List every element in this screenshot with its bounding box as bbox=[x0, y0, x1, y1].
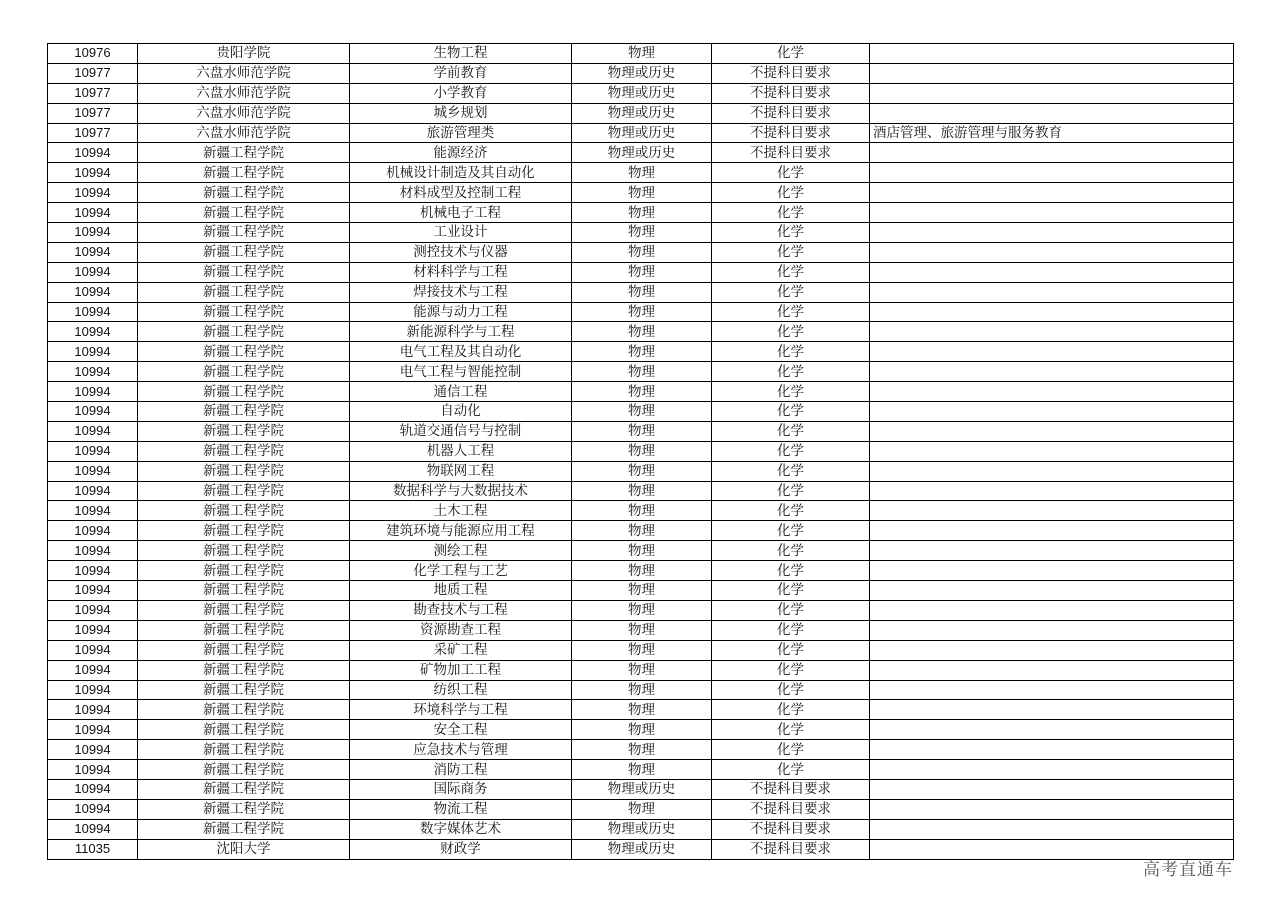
second-subject-cell: 化学 bbox=[712, 481, 870, 501]
major-name-cell: 电气工程与智能控制 bbox=[350, 362, 572, 382]
school-name-cell: 新疆工程学院 bbox=[138, 740, 350, 760]
second-subject-cell: 化学 bbox=[712, 382, 870, 402]
school-code-cell: 10994 bbox=[48, 203, 138, 223]
major-name-cell: 电气工程及其自动化 bbox=[350, 342, 572, 362]
note-cell bbox=[870, 402, 1234, 422]
note-cell bbox=[870, 760, 1234, 780]
school-code-cell: 10994 bbox=[48, 740, 138, 760]
first-subject-cell: 物理 bbox=[572, 282, 712, 302]
school-name-cell: 新疆工程学院 bbox=[138, 581, 350, 601]
first-subject-cell: 物理 bbox=[572, 421, 712, 441]
school-code-cell: 10977 bbox=[48, 123, 138, 143]
table-row bbox=[48, 819, 1234, 839]
major-name-cell: 学前教育 bbox=[350, 63, 572, 83]
note-cell bbox=[870, 262, 1234, 282]
first-subject-cell: 物理 bbox=[572, 342, 712, 362]
school-code-cell: 10994 bbox=[48, 819, 138, 839]
school-code-cell: 10994 bbox=[48, 322, 138, 342]
second-subject-cell: 化学 bbox=[712, 322, 870, 342]
school-name-cell: 新疆工程学院 bbox=[138, 461, 350, 481]
second-subject-cell: 不提科目要求 bbox=[712, 103, 870, 123]
major-name-cell: 测绘工程 bbox=[350, 541, 572, 561]
table-row bbox=[48, 760, 1234, 780]
second-subject-cell: 不提科目要求 bbox=[712, 799, 870, 819]
first-subject-cell: 物理 bbox=[572, 620, 712, 640]
school-name-cell: 沈阳大学 bbox=[138, 839, 350, 859]
school-code-cell: 10994 bbox=[48, 660, 138, 680]
second-subject-cell: 化学 bbox=[712, 640, 870, 660]
school-code-cell: 10994 bbox=[48, 521, 138, 541]
school-code-cell: 10994 bbox=[48, 680, 138, 700]
first-subject-cell: 物理 bbox=[572, 541, 712, 561]
note-cell: 酒店管理、旅游管理与服务教育 bbox=[870, 123, 1234, 143]
school-name-cell: 新疆工程学院 bbox=[138, 541, 350, 561]
table-row bbox=[48, 83, 1234, 103]
note-cell bbox=[870, 620, 1234, 640]
school-code-cell: 10994 bbox=[48, 779, 138, 799]
school-code-cell: 10994 bbox=[48, 640, 138, 660]
school-code-cell: 10994 bbox=[48, 302, 138, 322]
major-name-cell: 安全工程 bbox=[350, 720, 572, 740]
major-name-cell: 矿物加工工程 bbox=[350, 660, 572, 680]
school-code-cell: 10994 bbox=[48, 143, 138, 163]
school-code-cell: 10977 bbox=[48, 63, 138, 83]
table-row bbox=[48, 799, 1234, 819]
table-row bbox=[48, 581, 1234, 601]
note-cell bbox=[870, 83, 1234, 103]
major-name-cell: 机器人工程 bbox=[350, 441, 572, 461]
table-row bbox=[48, 501, 1234, 521]
second-subject-cell: 化学 bbox=[712, 521, 870, 541]
second-subject-cell: 不提科目要求 bbox=[712, 819, 870, 839]
major-name-cell: 机械设计制造及其自动化 bbox=[350, 163, 572, 183]
note-cell bbox=[870, 680, 1234, 700]
note-cell bbox=[870, 242, 1234, 262]
second-subject-cell: 化学 bbox=[712, 262, 870, 282]
school-name-cell: 新疆工程学院 bbox=[138, 779, 350, 799]
school-code-cell: 10994 bbox=[48, 700, 138, 720]
school-code-cell: 10976 bbox=[48, 44, 138, 64]
major-name-cell: 通信工程 bbox=[350, 382, 572, 402]
first-subject-cell: 物理 bbox=[572, 163, 712, 183]
note-cell bbox=[870, 183, 1234, 203]
note-cell bbox=[870, 163, 1234, 183]
second-subject-cell: 化学 bbox=[712, 203, 870, 223]
table-row bbox=[48, 561, 1234, 581]
first-subject-cell: 物理或历史 bbox=[572, 123, 712, 143]
second-subject-cell: 化学 bbox=[712, 740, 870, 760]
school-name-cell: 新疆工程学院 bbox=[138, 143, 350, 163]
school-name-cell: 新疆工程学院 bbox=[138, 242, 350, 262]
note-cell bbox=[870, 720, 1234, 740]
school-code-cell: 10994 bbox=[48, 581, 138, 601]
second-subject-cell: 不提科目要求 bbox=[712, 123, 870, 143]
major-name-cell: 生物工程 bbox=[350, 44, 572, 64]
first-subject-cell: 物理 bbox=[572, 183, 712, 203]
school-name-cell: 新疆工程学院 bbox=[138, 421, 350, 441]
first-subject-cell: 物理或历史 bbox=[572, 143, 712, 163]
table-row bbox=[48, 541, 1234, 561]
school-name-cell: 新疆工程学院 bbox=[138, 521, 350, 541]
school-name-cell: 新疆工程学院 bbox=[138, 223, 350, 243]
table-row bbox=[48, 660, 1234, 680]
school-name-cell: 新疆工程学院 bbox=[138, 720, 350, 740]
table-row bbox=[48, 720, 1234, 740]
school-code-cell: 10994 bbox=[48, 421, 138, 441]
note-cell bbox=[870, 382, 1234, 402]
table-row bbox=[48, 123, 1234, 143]
school-name-cell: 新疆工程学院 bbox=[138, 501, 350, 521]
first-subject-cell: 物理 bbox=[572, 203, 712, 223]
table-row bbox=[48, 302, 1234, 322]
second-subject-cell: 化学 bbox=[712, 183, 870, 203]
first-subject-cell: 物理或历史 bbox=[572, 103, 712, 123]
table-row bbox=[48, 362, 1234, 382]
school-code-cell: 10994 bbox=[48, 461, 138, 481]
school-name-cell: 新疆工程学院 bbox=[138, 481, 350, 501]
second-subject-cell: 不提科目要求 bbox=[712, 83, 870, 103]
note-cell bbox=[870, 561, 1234, 581]
table-row bbox=[48, 63, 1234, 83]
second-subject-cell: 化学 bbox=[712, 700, 870, 720]
major-name-cell: 能源经济 bbox=[350, 143, 572, 163]
school-name-cell: 六盘水师范学院 bbox=[138, 83, 350, 103]
note-cell bbox=[870, 541, 1234, 561]
table-row bbox=[48, 143, 1234, 163]
school-name-cell: 新疆工程学院 bbox=[138, 203, 350, 223]
school-name-cell: 六盘水师范学院 bbox=[138, 103, 350, 123]
table-row bbox=[48, 223, 1234, 243]
first-subject-cell: 物理 bbox=[572, 521, 712, 541]
second-subject-cell: 化学 bbox=[712, 561, 870, 581]
school-name-cell: 六盘水师范学院 bbox=[138, 63, 350, 83]
school-code-cell: 10994 bbox=[48, 282, 138, 302]
table-row bbox=[48, 441, 1234, 461]
major-name-cell: 财政学 bbox=[350, 839, 572, 859]
major-name-cell: 材料科学与工程 bbox=[350, 262, 572, 282]
subject-requirements-table bbox=[47, 43, 1234, 860]
second-subject-cell: 化学 bbox=[712, 581, 870, 601]
major-name-cell: 资源勘查工程 bbox=[350, 620, 572, 640]
note-cell bbox=[870, 740, 1234, 760]
school-name-cell: 新疆工程学院 bbox=[138, 262, 350, 282]
first-subject-cell: 物理 bbox=[572, 740, 712, 760]
major-name-cell: 地质工程 bbox=[350, 581, 572, 601]
major-name-cell: 测控技术与仪器 bbox=[350, 242, 572, 262]
note-cell bbox=[870, 819, 1234, 839]
second-subject-cell: 化学 bbox=[712, 223, 870, 243]
note-cell bbox=[870, 421, 1234, 441]
second-subject-cell: 化学 bbox=[712, 501, 870, 521]
second-subject-cell: 不提科目要求 bbox=[712, 839, 870, 859]
note-cell bbox=[870, 660, 1234, 680]
note-cell bbox=[870, 501, 1234, 521]
major-name-cell: 建筑环境与能源应用工程 bbox=[350, 521, 572, 541]
second-subject-cell: 化学 bbox=[712, 242, 870, 262]
second-subject-cell: 化学 bbox=[712, 421, 870, 441]
table-row bbox=[48, 839, 1234, 859]
first-subject-cell: 物理 bbox=[572, 382, 712, 402]
school-name-cell: 新疆工程学院 bbox=[138, 640, 350, 660]
school-name-cell: 新疆工程学院 bbox=[138, 620, 350, 640]
school-name-cell: 新疆工程学院 bbox=[138, 600, 350, 620]
table-row bbox=[48, 44, 1234, 64]
first-subject-cell: 物理 bbox=[572, 581, 712, 601]
school-name-cell: 新疆工程学院 bbox=[138, 163, 350, 183]
table-row bbox=[48, 203, 1234, 223]
second-subject-cell: 化学 bbox=[712, 362, 870, 382]
school-name-cell: 新疆工程学院 bbox=[138, 441, 350, 461]
table-row bbox=[48, 680, 1234, 700]
school-code-cell: 10994 bbox=[48, 720, 138, 740]
first-subject-cell: 物理 bbox=[572, 223, 712, 243]
first-subject-cell: 物理 bbox=[572, 262, 712, 282]
table-row bbox=[48, 402, 1234, 422]
school-code-cell: 10977 bbox=[48, 103, 138, 123]
school-code-cell: 10994 bbox=[48, 242, 138, 262]
major-name-cell: 焊接技术与工程 bbox=[350, 282, 572, 302]
school-code-cell: 10994 bbox=[48, 402, 138, 422]
first-subject-cell: 物理 bbox=[572, 242, 712, 262]
school-name-cell: 新疆工程学院 bbox=[138, 362, 350, 382]
second-subject-cell: 化学 bbox=[712, 600, 870, 620]
school-code-cell: 10994 bbox=[48, 481, 138, 501]
table-row bbox=[48, 779, 1234, 799]
table-row bbox=[48, 382, 1234, 402]
note-cell bbox=[870, 63, 1234, 83]
major-name-cell: 土木工程 bbox=[350, 501, 572, 521]
first-subject-cell: 物理 bbox=[572, 640, 712, 660]
note-cell bbox=[870, 143, 1234, 163]
table-row bbox=[48, 163, 1234, 183]
first-subject-cell: 物理 bbox=[572, 600, 712, 620]
note-cell bbox=[870, 521, 1234, 541]
first-subject-cell: 物理 bbox=[572, 44, 712, 64]
first-subject-cell: 物理 bbox=[572, 461, 712, 481]
note-cell bbox=[870, 282, 1234, 302]
school-name-cell: 新疆工程学院 bbox=[138, 282, 350, 302]
second-subject-cell: 化学 bbox=[712, 163, 870, 183]
second-subject-cell: 化学 bbox=[712, 660, 870, 680]
note-cell bbox=[870, 461, 1234, 481]
school-name-cell: 新疆工程学院 bbox=[138, 302, 350, 322]
major-name-cell: 纺织工程 bbox=[350, 680, 572, 700]
school-code-cell: 10994 bbox=[48, 561, 138, 581]
first-subject-cell: 物理 bbox=[572, 680, 712, 700]
table-row bbox=[48, 620, 1234, 640]
table-row bbox=[48, 183, 1234, 203]
first-subject-cell: 物理 bbox=[572, 561, 712, 581]
major-name-cell: 采矿工程 bbox=[350, 640, 572, 660]
table-body bbox=[48, 44, 1234, 860]
major-name-cell: 国际商务 bbox=[350, 779, 572, 799]
first-subject-cell: 物理 bbox=[572, 660, 712, 680]
first-subject-cell: 物理或历史 bbox=[572, 779, 712, 799]
first-subject-cell: 物理 bbox=[572, 799, 712, 819]
note-cell bbox=[870, 481, 1234, 501]
school-name-cell: 新疆工程学院 bbox=[138, 561, 350, 581]
major-name-cell: 环境科学与工程 bbox=[350, 700, 572, 720]
second-subject-cell: 化学 bbox=[712, 720, 870, 740]
second-subject-cell: 不提科目要求 bbox=[712, 779, 870, 799]
major-name-cell: 材料成型及控制工程 bbox=[350, 183, 572, 203]
school-name-cell: 新疆工程学院 bbox=[138, 760, 350, 780]
second-subject-cell: 化学 bbox=[712, 760, 870, 780]
table-row bbox=[48, 421, 1234, 441]
first-subject-cell: 物理 bbox=[572, 302, 712, 322]
table-row bbox=[48, 481, 1234, 501]
table-row bbox=[48, 262, 1234, 282]
major-name-cell: 数据科学与大数据技术 bbox=[350, 481, 572, 501]
major-name-cell: 机械电子工程 bbox=[350, 203, 572, 223]
second-subject-cell: 化学 bbox=[712, 620, 870, 640]
second-subject-cell: 化学 bbox=[712, 282, 870, 302]
school-name-cell: 新疆工程学院 bbox=[138, 819, 350, 839]
table-row bbox=[48, 461, 1234, 481]
note-cell bbox=[870, 223, 1234, 243]
school-name-cell: 六盘水师范学院 bbox=[138, 123, 350, 143]
school-name-cell: 新疆工程学院 bbox=[138, 660, 350, 680]
note-cell bbox=[870, 581, 1234, 601]
school-name-cell: 新疆工程学院 bbox=[138, 342, 350, 362]
first-subject-cell: 物理 bbox=[572, 760, 712, 780]
major-name-cell: 物联网工程 bbox=[350, 461, 572, 481]
table-row bbox=[48, 521, 1234, 541]
table-row bbox=[48, 282, 1234, 302]
table-row bbox=[48, 640, 1234, 660]
first-subject-cell: 物理或历史 bbox=[572, 819, 712, 839]
major-name-cell: 轨道交通信号与控制 bbox=[350, 421, 572, 441]
school-name-cell: 新疆工程学院 bbox=[138, 402, 350, 422]
table-row bbox=[48, 740, 1234, 760]
school-code-cell: 10994 bbox=[48, 501, 138, 521]
note-cell bbox=[870, 640, 1234, 660]
note-cell bbox=[870, 302, 1234, 322]
school-name-cell: 新疆工程学院 bbox=[138, 700, 350, 720]
note-cell bbox=[870, 779, 1234, 799]
second-subject-cell: 化学 bbox=[712, 44, 870, 64]
second-subject-cell: 化学 bbox=[712, 541, 870, 561]
second-subject-cell: 不提科目要求 bbox=[712, 63, 870, 83]
first-subject-cell: 物理 bbox=[572, 362, 712, 382]
school-code-cell: 10994 bbox=[48, 183, 138, 203]
major-name-cell: 物流工程 bbox=[350, 799, 572, 819]
major-name-cell: 化学工程与工艺 bbox=[350, 561, 572, 581]
school-code-cell: 10994 bbox=[48, 342, 138, 362]
first-subject-cell: 物理 bbox=[572, 322, 712, 342]
first-subject-cell: 物理 bbox=[572, 441, 712, 461]
watermark-text: 高考直通车 bbox=[1143, 860, 1233, 880]
school-code-cell: 10994 bbox=[48, 760, 138, 780]
second-subject-cell: 化学 bbox=[712, 302, 870, 322]
first-subject-cell: 物理 bbox=[572, 501, 712, 521]
school-code-cell: 10994 bbox=[48, 441, 138, 461]
school-code-cell: 10994 bbox=[48, 262, 138, 282]
first-subject-cell: 物理 bbox=[572, 481, 712, 501]
school-code-cell: 10994 bbox=[48, 223, 138, 243]
school-code-cell: 10994 bbox=[48, 600, 138, 620]
note-cell bbox=[870, 700, 1234, 720]
note-cell bbox=[870, 322, 1234, 342]
major-name-cell: 消防工程 bbox=[350, 760, 572, 780]
table-row bbox=[48, 103, 1234, 123]
note-cell bbox=[870, 600, 1234, 620]
second-subject-cell: 化学 bbox=[712, 461, 870, 481]
second-subject-cell: 化学 bbox=[712, 342, 870, 362]
major-name-cell: 数字媒体艺术 bbox=[350, 819, 572, 839]
first-subject-cell: 物理 bbox=[572, 402, 712, 422]
school-name-cell: 新疆工程学院 bbox=[138, 799, 350, 819]
major-name-cell: 新能源科学与工程 bbox=[350, 322, 572, 342]
school-name-cell: 新疆工程学院 bbox=[138, 322, 350, 342]
table-row bbox=[48, 322, 1234, 342]
school-code-cell: 10994 bbox=[48, 620, 138, 640]
school-code-cell: 10994 bbox=[48, 541, 138, 561]
major-name-cell: 小学教育 bbox=[350, 83, 572, 103]
note-cell bbox=[870, 441, 1234, 461]
table-row bbox=[48, 700, 1234, 720]
first-subject-cell: 物理 bbox=[572, 720, 712, 740]
school-code-cell: 11035 bbox=[48, 839, 138, 859]
first-subject-cell: 物理 bbox=[572, 700, 712, 720]
first-subject-cell: 物理或历史 bbox=[572, 63, 712, 83]
note-cell bbox=[870, 44, 1234, 64]
note-cell bbox=[870, 203, 1234, 223]
first-subject-cell: 物理或历史 bbox=[572, 839, 712, 859]
second-subject-cell: 化学 bbox=[712, 680, 870, 700]
school-code-cell: 10977 bbox=[48, 83, 138, 103]
second-subject-cell: 化学 bbox=[712, 402, 870, 422]
major-name-cell: 应急技术与管理 bbox=[350, 740, 572, 760]
table-row bbox=[48, 242, 1234, 262]
major-name-cell: 工业设计 bbox=[350, 223, 572, 243]
major-name-cell: 自动化 bbox=[350, 402, 572, 422]
major-name-cell: 旅游管理类 bbox=[350, 123, 572, 143]
school-name-cell: 新疆工程学院 bbox=[138, 183, 350, 203]
note-cell bbox=[870, 342, 1234, 362]
school-code-cell: 10994 bbox=[48, 382, 138, 402]
major-name-cell: 能源与动力工程 bbox=[350, 302, 572, 322]
note-cell bbox=[870, 362, 1234, 382]
second-subject-cell: 化学 bbox=[712, 441, 870, 461]
table-row bbox=[48, 342, 1234, 362]
major-name-cell: 城乡规划 bbox=[350, 103, 572, 123]
school-name-cell: 新疆工程学院 bbox=[138, 680, 350, 700]
school-code-cell: 10994 bbox=[48, 362, 138, 382]
school-code-cell: 10994 bbox=[48, 163, 138, 183]
table-row bbox=[48, 600, 1234, 620]
second-subject-cell: 不提科目要求 bbox=[712, 143, 870, 163]
note-cell bbox=[870, 103, 1234, 123]
school-name-cell: 新疆工程学院 bbox=[138, 382, 350, 402]
school-name-cell: 贵阳学院 bbox=[138, 44, 350, 64]
school-code-cell: 10994 bbox=[48, 799, 138, 819]
major-name-cell: 勘查技术与工程 bbox=[350, 600, 572, 620]
first-subject-cell: 物理或历史 bbox=[572, 83, 712, 103]
note-cell bbox=[870, 799, 1234, 819]
